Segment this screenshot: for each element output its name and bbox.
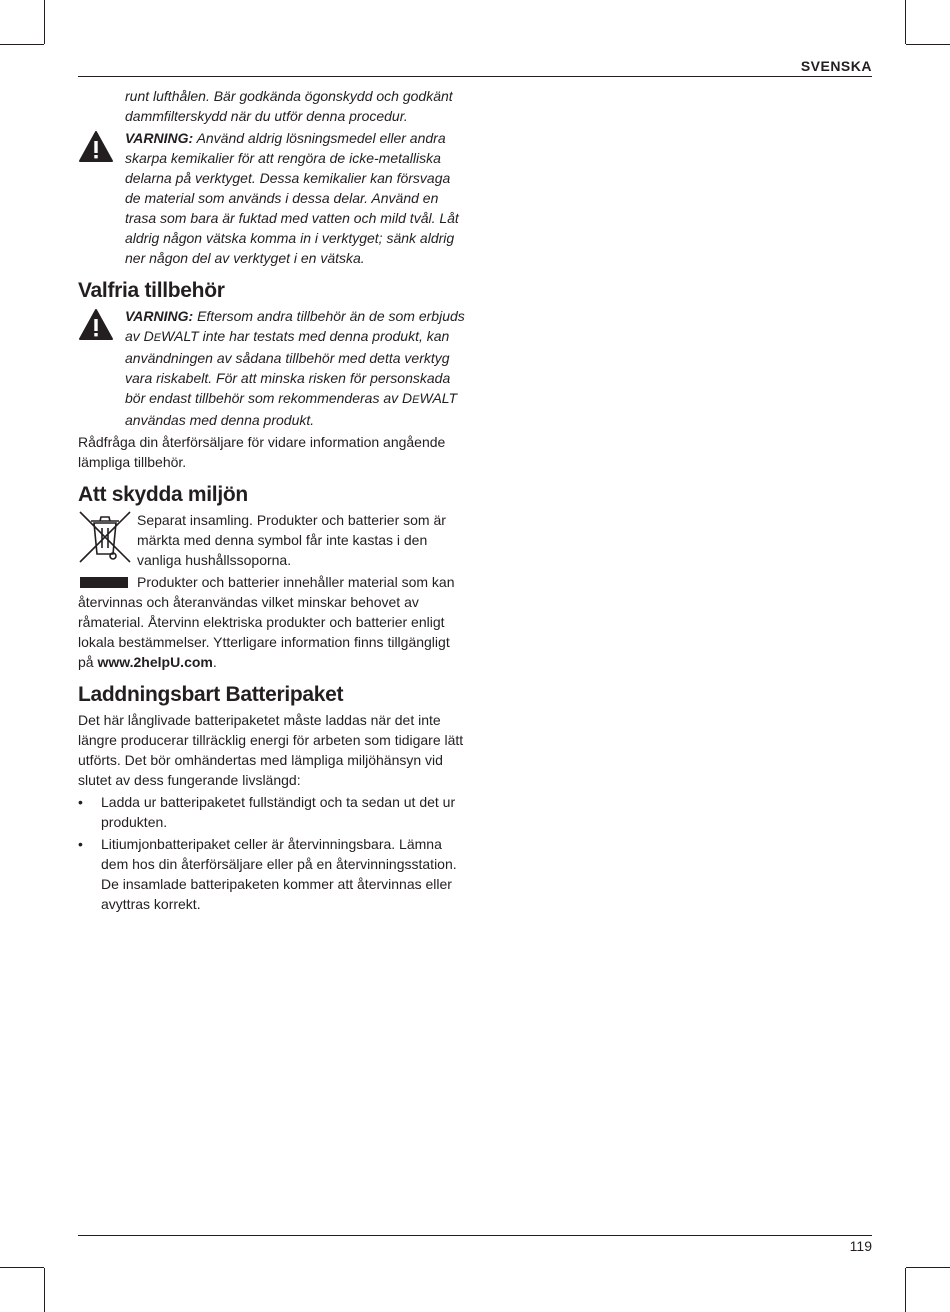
cleaning-warning (78, 128, 468, 268)
brand-small-caps: E (412, 394, 420, 406)
page-number: 119 (849, 1238, 872, 1254)
language-label: SVENSKA (800, 58, 872, 74)
crop-mark (0, 44, 44, 45)
help-website-link[interactable]: www.2helpU.com (97, 654, 213, 670)
battery-bullet-list (78, 792, 468, 914)
battery-body: Det här långlivade batteripaketet måste laddas när det inte längre producerar tillräcklig energi för arbeten som tidigare lätt utförts. Det bör omhändertas med lämpliga miljöhänsyn vid slutet av dess fungerande livslängd: (78, 712, 464, 788)
list-item: • Ladda ur batteripaketet fullständigt och ta sedan ut det ur produkten. (78, 792, 468, 832)
warning-triangle-icon (78, 308, 114, 341)
header-rule (78, 76, 872, 77)
footer-rule (78, 1235, 872, 1236)
main-column (78, 86, 468, 916)
separate-collection-block (78, 510, 468, 570)
separate-collection-text: Separat insamling. Produkter och batterier som är märkta med denna symbol får inte kastas i den vanliga hushållssoporna. (137, 512, 446, 568)
warning-label: VARNING: (125, 130, 194, 146)
accessories-body: Rådfråga din återförsäljare för vidare information angående lämpliga tillbehör. (78, 434, 446, 470)
warning-text-part1: Eftersom andra tillbehör än de som erbjuds av D (125, 308, 465, 344)
brand-small-caps: E (153, 332, 162, 344)
crop-mark (906, 1267, 950, 1268)
crop-mark (905, 1268, 906, 1312)
crossed-out-wheelie-bin-icon (78, 510, 132, 564)
recycle-block (78, 572, 468, 672)
warning-text: Använd aldrig lösningsmedel eller andra skarpa kemikalier för att rengöra de icke-metalliska delarna på verktyget. Dessa kemikalier kan försvaga de material som används i dessa delar. Använd en trasa som bara är fuktad med vatten och mild tvål. Låt aldrig någon vätska komma in i verktyget; sänk aldrig ner någon del av verktyget i en vätska. (125, 130, 459, 266)
recycle-text: Produkter och batterier innehåller material som kan återvinnas och återanvändas vilket minskar behovet av råmaterial. Återvinn elektriska produkter och batterier enligt lokala bestämmelser. Ytterligare information finns tillgängligt på (78, 574, 455, 670)
list-item: • Litiumjonbatteripaket celler är återvinningsbara. Lämna dem hos din återförsäljare eller på en återvinningsstation. De insamlade batteripaketen kommer att återvinnas eller avyttras korrekt. (78, 834, 468, 914)
recycle-period: . (212, 654, 217, 670)
warning-text-part3: WALT användas med denna produkt. (125, 390, 458, 428)
black-bar-marker (80, 577, 128, 588)
crop-mark (0, 1267, 44, 1268)
warning-text-part2: WALT inte har testats med denna produkt, kan användningen av sådana tillbehör med detta verktyg vara riskabelt. För att minska risken för personskada bör endast tillbehör som rekommenderas av D (125, 328, 451, 406)
intro-continued-text: runt lufthålen. Bär godkända ögonskydd och godkänt dammfilterskydd när du utför denna procedur. (125, 88, 453, 124)
crop-mark (905, 0, 906, 44)
section-heading-environment: Att skydda miljön (78, 483, 248, 506)
warning-label: VARNING: (125, 308, 194, 324)
crop-mark (906, 44, 950, 45)
warning-triangle-icon (78, 130, 114, 163)
crop-mark (44, 0, 45, 44)
section-heading-accessories: Valfria tillbehör (78, 279, 225, 302)
accessories-warning (78, 306, 468, 430)
section-heading-battery: Laddningsbart Batteripaket (78, 683, 344, 706)
crop-mark (44, 1268, 45, 1312)
